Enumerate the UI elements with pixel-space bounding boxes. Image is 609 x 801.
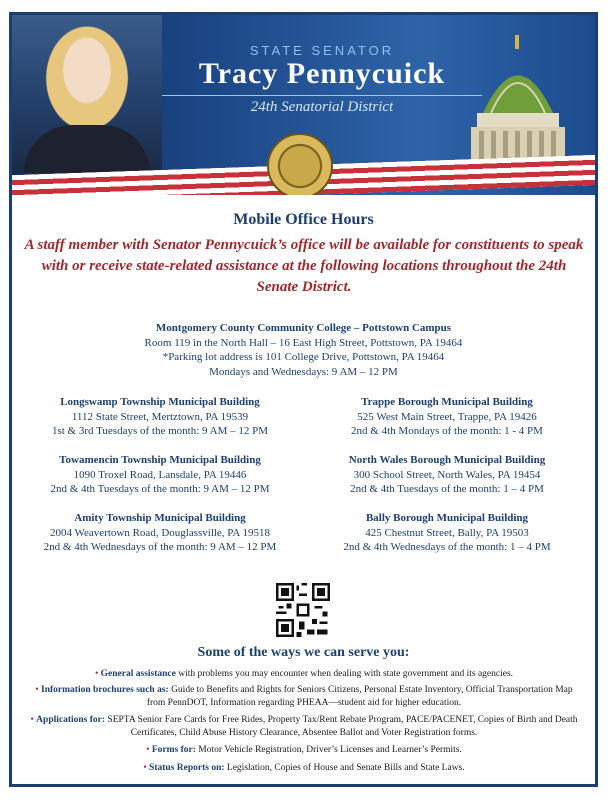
header-district: 24th Senatorial District: [250, 99, 394, 115]
services-title: Some of the ways we can serve you:: [197, 645, 410, 660]
location-hours: 2nd & 4th Tuesdays of the month: 1 – 4 PM: [350, 483, 544, 495]
location-address: 525 West Main Street, Trappe, PA 19426: [357, 410, 537, 423]
location-name: Towamencin Township Municipal Building: [59, 454, 261, 466]
service-item: [26, 668, 582, 681]
location-address: 1090 Troxel Road, Lansdale, PA 19446: [73, 468, 247, 481]
location-hours: Mondays and Wednesdays: 9 AM – 12 PM: [209, 365, 398, 378]
page-title: Mobile Office Hours: [233, 211, 374, 228]
location-name: North Wales Borough Municipal Building: [348, 454, 546, 466]
header-title-sup: STATE SENATOR: [249, 43, 395, 58]
location-parking-note: *Parking lot address is 101 College Drive, Pottstown, PA 19464: [162, 351, 445, 363]
main-location: [12, 321, 595, 379]
header-senator-name: Tracy Pennycuick: [198, 57, 446, 90]
service-text: Guide to Benefits and Rights for Seniors Citizens, Personal Estate Inventory, Official Transportation Map from PennDOT, Information regarding PHEAA—student aid for higher education.: [146, 685, 573, 708]
location-trappe: [302, 395, 592, 439]
location-north-wales: [302, 453, 592, 497]
bullet-icon: •: [143, 763, 150, 773]
location-name: Amity Township Municipal Building: [74, 512, 246, 524]
location-towamencin: [15, 453, 305, 497]
bullet-icon: •: [146, 745, 152, 755]
location-name: Longswamp Township Municipal Building: [60, 396, 260, 408]
location-address: 1112 State Street, Mertztown, PA 19539: [71, 410, 249, 423]
service-item: [26, 714, 582, 739]
location-bally: [302, 511, 592, 555]
service-text: SEPTA Senior Fare Cards for Free Rides, Property Tax/Rent Rebate Program, PACE/PACENET, Copies of Birth and Death Certificates, Child Abuse History Clearance, Absentee Ballot and Voter Registration forms.: [105, 715, 578, 738]
bullet-icon: •: [35, 685, 42, 695]
location-name: Bally Borough Municipal Building: [365, 512, 529, 524]
header-divider: [162, 95, 482, 96]
service-item: [26, 762, 582, 775]
bullet-icon: •: [30, 715, 37, 725]
service-label: Information brochures such as:: [41, 685, 169, 695]
flyer: [9, 12, 598, 787]
service-label: Status Reports on:: [149, 763, 225, 773]
senate-seal-icon: [267, 133, 333, 195]
service-item: [26, 684, 582, 709]
service-item: [26, 744, 582, 757]
location-hours: 2nd & 4th Wednesdays of the month: 1 – 4 PM: [343, 541, 551, 553]
service-text: with problems you may encounter when dealing with state government and its agencies.: [175, 669, 514, 679]
header-banner: [12, 15, 595, 195]
intro-text: A staff member with Senator Pennycuick’s office will be available for constituents to speak with or receive state-related assistance at the following locations throughout the 24th Senate District.: [24, 237, 584, 295]
location-address: 425 Chestnut Street, Bally, PA 19503: [365, 526, 529, 539]
location-address: 2004 Weavertown Road, Douglassville, PA 19518: [49, 526, 271, 539]
service-text: Legislation, Copies of House and Senate Bills and State Laws.: [224, 763, 465, 773]
service-text: Motor Vehicle Registration, Driver’s Licenses and Learner’s Permits.: [195, 745, 462, 755]
location-hours: 2nd & 4th Wednesdays of the month: 9 AM – 12 PM: [43, 541, 277, 553]
location-hours: 1st & 3rd Tuesdays of the month: 9 AM – 12 PM: [51, 425, 269, 437]
location-hours: 2nd & 4th Mondays of the month: 1 - 4 PM: [351, 425, 543, 437]
location-address: 300 School Street, North Wales, PA 19454: [353, 468, 541, 481]
location-hours: 2nd & 4th Tuesdays of the month: 9 AM – 12 PM: [50, 483, 270, 495]
bullet-icon: •: [94, 669, 101, 679]
service-label: General assistance: [100, 669, 176, 679]
location-name: Trappe Borough Municipal Building: [361, 396, 533, 408]
location-name: Montgomery County Community College – Pottstown Campus: [155, 322, 452, 334]
location-longswamp: [15, 395, 305, 439]
qr-code-icon[interactable]: [276, 583, 330, 637]
service-label: Forms for:: [151, 745, 196, 755]
location-address: Room 119 in the North Hall – 16 East High Street, Pottstown, PA 19464: [144, 336, 463, 349]
senator-portrait: [12, 15, 162, 173]
location-amity: [15, 511, 305, 555]
portrait-shoulders: [24, 125, 150, 173]
service-label: Applications for:: [36, 715, 106, 725]
